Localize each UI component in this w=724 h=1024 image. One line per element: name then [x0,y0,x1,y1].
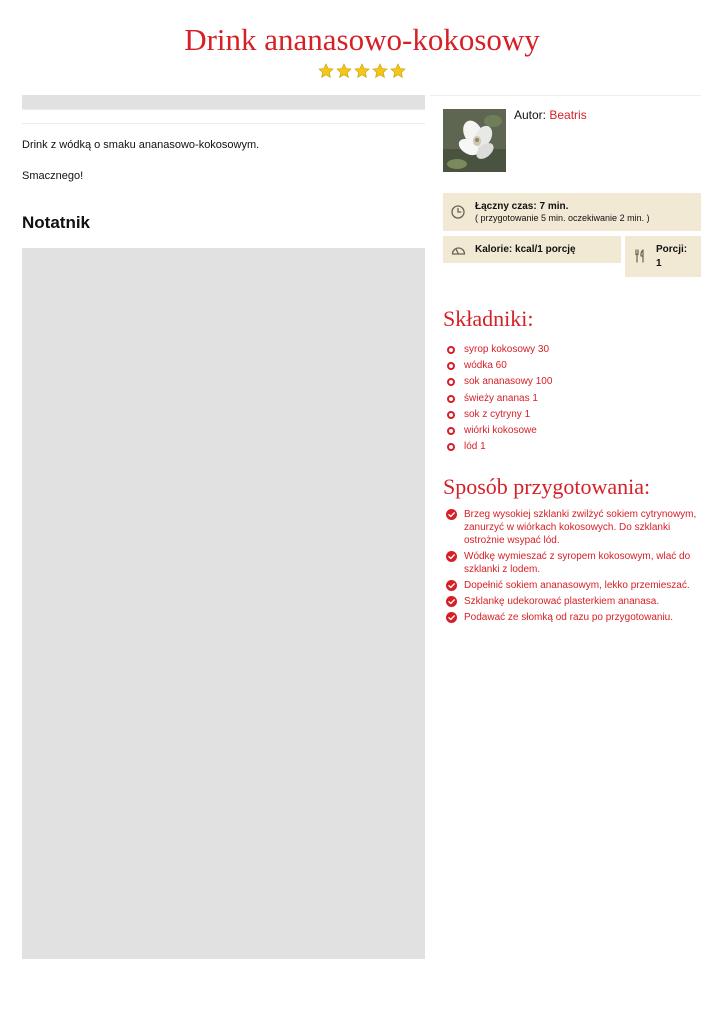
check-icon [446,612,457,623]
ingredient-text: syrop kokosowy 30 [464,344,550,355]
check-icon [446,551,457,562]
ingredients-list [443,342,701,455]
time-detail: ( przygotowanie 5 min. oczekiwanie 2 min. ) [475,213,650,223]
ingredient-item [443,407,701,423]
bullet-icon [447,362,455,370]
ingredient-text: lód 1 [464,441,486,453]
recipe-description: Drink z wódką o smaku ananasowo-kokosowym. [22,139,260,151]
ingredient-text: wiórki kokosowe [464,424,537,436]
calories: Kalorie: kcal/1 porcję [475,244,576,255]
author-line [514,108,587,122]
placeholder-bar [22,95,425,109]
ingredient-item [443,423,701,439]
star-icon[interactable] [372,63,388,79]
step-text: Podawać ze słomką od razu po przygotowaniu. [464,612,674,623]
rating-stars[interactable] [0,63,724,79]
recipe-photo[interactable] [443,109,506,172]
author-link[interactable]: Beatris [549,108,587,122]
notes-area[interactable] [22,248,425,959]
bullet-icon [447,346,455,354]
ingredient-text: wódka 60 [464,360,507,372]
flower-photo-icon [443,109,506,172]
calories-box [443,236,621,263]
servings-box [625,236,701,277]
bullet-icon [447,443,455,451]
ingredient-item [443,439,701,455]
step-text: Brzeg wysokiej szklanki zwilżyć sokiem cytrynowym, zanurzyć w wiórkach kokosowych. Do szklanki ostrożnie wsypać lód. [464,509,697,546]
preparation-steps [443,508,701,627]
star-icon[interactable] [390,63,406,79]
ingredient-item [443,374,701,390]
clock-icon [451,205,465,219]
ingredient-text: sok z cytryny 1 [464,408,531,420]
gauge-icon [451,243,466,256]
total-time-box [443,193,701,231]
step-item [443,550,701,576]
servings-label: Porcji: [656,244,688,255]
ingredient-item [443,342,701,358]
ingredient-item [443,391,701,407]
fork-knife-icon [634,249,646,263]
check-icon [446,509,457,520]
divider [430,95,701,96]
step-text: Dopełnić sokiem ananasowym, lekko przemieszać. [464,580,690,591]
star-icon[interactable] [318,63,334,79]
check-icon [446,580,457,591]
step-item [443,611,701,624]
ingredient-text: sok ananasowy 100 [464,376,553,388]
star-icon[interactable] [336,63,352,79]
ingredients-heading: Składniki: [443,306,534,331]
star-icon[interactable] [354,63,370,79]
step-item [443,595,701,608]
step-item [443,508,701,547]
step-text: Szklankę udekorować plasterkiem ananasa. [464,596,660,607]
notes-heading: Notatnik [22,213,90,232]
ingredient-item [443,358,701,374]
divider-box [22,109,425,124]
bullet-icon [447,378,455,386]
bullet-icon [447,427,455,435]
check-icon [446,596,457,607]
recipe-title: Drink ananasowo-kokosowy [184,22,540,57]
bullet-icon [447,395,455,403]
bullet-icon [447,411,455,419]
step-text: Wódkę wymieszać z syropem kokosowym, wlać do szklanki z lodem. [464,551,691,575]
preparation-heading: Sposób przygotowania: [443,474,651,499]
ingredient-text: świeży ananas 1 [464,392,538,404]
servings-value: 1 [656,258,662,269]
total-time: Łączny czas: 7 min. [475,201,569,212]
recipe-closing: Smacznego! [22,170,84,182]
step-item [443,579,701,592]
author-label: Autor: [514,108,547,122]
